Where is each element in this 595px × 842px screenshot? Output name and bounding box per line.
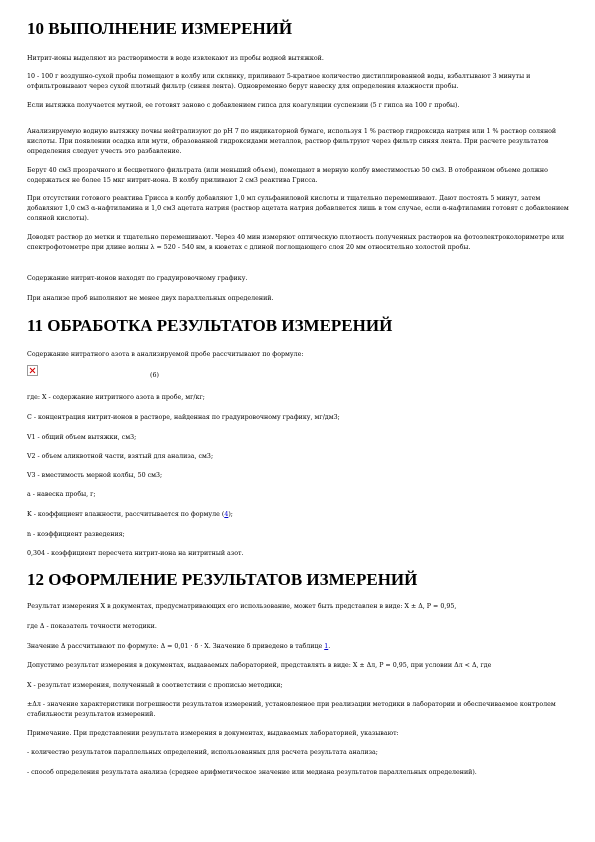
section-11-definition: a - навеска пробы, г; bbox=[27, 491, 96, 498]
section-10-paragraph-4: Анализируемую водную вытяжку почвы нейтрализуют до pH 7 по индикаторной бумаге, используя 1 % раствор гидроксида натрия или 1 % раствор соляной кислоты. При появлении осадка или мути, образованной гидроксидами металлов, раствор фильтруют через фильтр синяя лента. При расчете результатов определения следует учесть это разбавление. bbox=[27, 128, 557, 155]
section-12-paragraph-2: где Δ - показатель точности методики. bbox=[27, 623, 157, 630]
section-12-paragraph-6: ±Δл - значение характеристики погрешности результатов измерений, установленное при реализации методики в лаборатории и обеспечиваемое контролем стабильности результатов измерений. bbox=[27, 701, 556, 718]
section-11-definition-k bbox=[27, 510, 572, 520]
definition-k-text: K - коэффициент влажности, рассчитывается по формуле ( bbox=[27, 511, 225, 518]
definition-k-end: ); bbox=[228, 511, 233, 518]
section-12-paragraph-5: X - результат измерения, полученный в соответствии с прописью методики; bbox=[27, 682, 283, 689]
section-11-definition: V3 - вместимость мерной колбы, 50 см3; bbox=[27, 472, 163, 479]
section-12-note-item-2: - способ определения результата анализа (среднее арифметическое значение или медиана результатов параллельных определений). bbox=[27, 769, 477, 776]
section-10-paragraph-9: При анализе проб выполняют не менее двух параллельных определений. bbox=[27, 295, 274, 302]
section-10-paragraph-8: Содержание нитрит-ионов находят по градуировочному графику. bbox=[27, 275, 248, 282]
section-11-definition: С - концентрация нитрит-ионов в растворе, найденная по градуировочному графику, мг/дм3; bbox=[27, 414, 340, 421]
section-11-definition-n: n - коэффициент разведения; bbox=[27, 531, 125, 538]
section-11-definition-coefficient: 0,304 - коэффициент пересчета нитрит-иона на нитритный азот. bbox=[27, 550, 244, 557]
section-12-note-item-1: - количество результатов параллельных определений, использованных для расчета результата анализа; bbox=[27, 749, 378, 756]
section-10-paragraph-6: При отсутствии готового реактива Грисса в колбу добавляют 1,0 мл сульфаниловой кислоты и тщательно перемешивают. Дают постоять 5 минут, затем добавляют 1,0 см3 α-нафтиламина и 1,0 см3 ацетата натрия (раствор ацетата натрия добавляется лишь в том случае, если α-нафтиламин готовят с добавлением соляной кислоты). bbox=[27, 195, 569, 222]
section-12-paragraph-3 bbox=[27, 642, 572, 652]
broken-image-icon bbox=[27, 365, 38, 376]
section-11-definition: V1 - общий объем вытяжки, см3; bbox=[27, 434, 137, 441]
section-10-paragraph-3: Если вытяжка получается мутной, ее готовят заново с добавлением гипса для коагуляции суспензии (5 г гипса на 100 г пробы). bbox=[27, 102, 460, 109]
section-12-note: Примечание. При представлении результата измерения в документах, выдаваемых лабораторией, указывают: bbox=[27, 730, 399, 737]
section-10-paragraph-1: Нитрит-ионы выделяют из растворимости в воде извлекают из пробы водной вытяжкой. bbox=[27, 55, 324, 62]
section-11-definition: V2 - объем аликвотной части, взятый для анализа, см3; bbox=[27, 453, 214, 460]
formula-number: (6) bbox=[150, 372, 159, 379]
section-10-paragraph-5: Берут 40 см3 прозрачного и бесцветного фильтрата (или меньший объем), помещают в мерную колбу вместимостью 50 см3. В отобранном объеме должно содержаться не более 15 мкг нитрит-иона. В колбу приливают 2 см3 реактива Грисса. bbox=[27, 167, 548, 184]
formula-4-link[interactable]: 4 bbox=[224, 511, 229, 518]
paragraph-3-end: . bbox=[328, 643, 331, 650]
table-1-link[interactable]: 1 bbox=[324, 643, 329, 650]
section-11-intro: Содержание нитратного азота в анализируемой пробе рассчитывают по формуле: bbox=[27, 351, 304, 358]
section-12-paragraph-4: Допустимо результат измерения в документах, выдаваемых лабораторией, представлять в виде: X ± Δл, P = 0,95, при условии Δл < Δ, где bbox=[27, 662, 492, 669]
section-10-heading: 10 ВЫПОЛНЕНИЕ ИЗМЕРЕНИЙ bbox=[27, 19, 293, 38]
section-12-heading: 12 ОФОРМЛЕНИЕ РЕЗУЛЬТАТОВ ИЗМЕРЕНИЙ bbox=[27, 570, 418, 589]
section-11-heading: 11 ОБРАБОТКА РЕЗУЛЬТАТОВ ИЗМЕРЕНИЙ bbox=[27, 316, 393, 335]
paragraph-3-text: Значение Δ рассчитывают по формуле: Δ = 0,01 · δ · X. Значение δ приведено в таблице bbox=[27, 643, 325, 650]
section-10-paragraph-2: 10 - 100 г воздушно-сухой пробы помещают в колбу или склянку, приливают 5-кратное количество дистиллированной воды, взбалтывают 3 минуты и отфильтровывают через сухой плотный фильтр (синяя лента). Одновременно берут навеску для определения влажности пробы. bbox=[27, 73, 531, 90]
section-12-paragraph-1: Результат измерения X в документах, предусматривающих его использование, может быть представлен в виде: X ± Δ, P = 0,95, bbox=[27, 603, 457, 610]
section-10-paragraph-7: Доводят раствор до метки и тщательно перемешивают. Через 40 мин измеряют оптическую плотность полученных растворов на фотоэлектроколориметре или спектрофотометре при длине волны λ = 520 - 540 нм, в кюветах с длиной поглощающего слоя 20 мм относительно холостой пробы. bbox=[27, 234, 565, 251]
section-11-definition: где: X - содержание нитритного азота в пробе, мг/кг; bbox=[27, 394, 205, 401]
